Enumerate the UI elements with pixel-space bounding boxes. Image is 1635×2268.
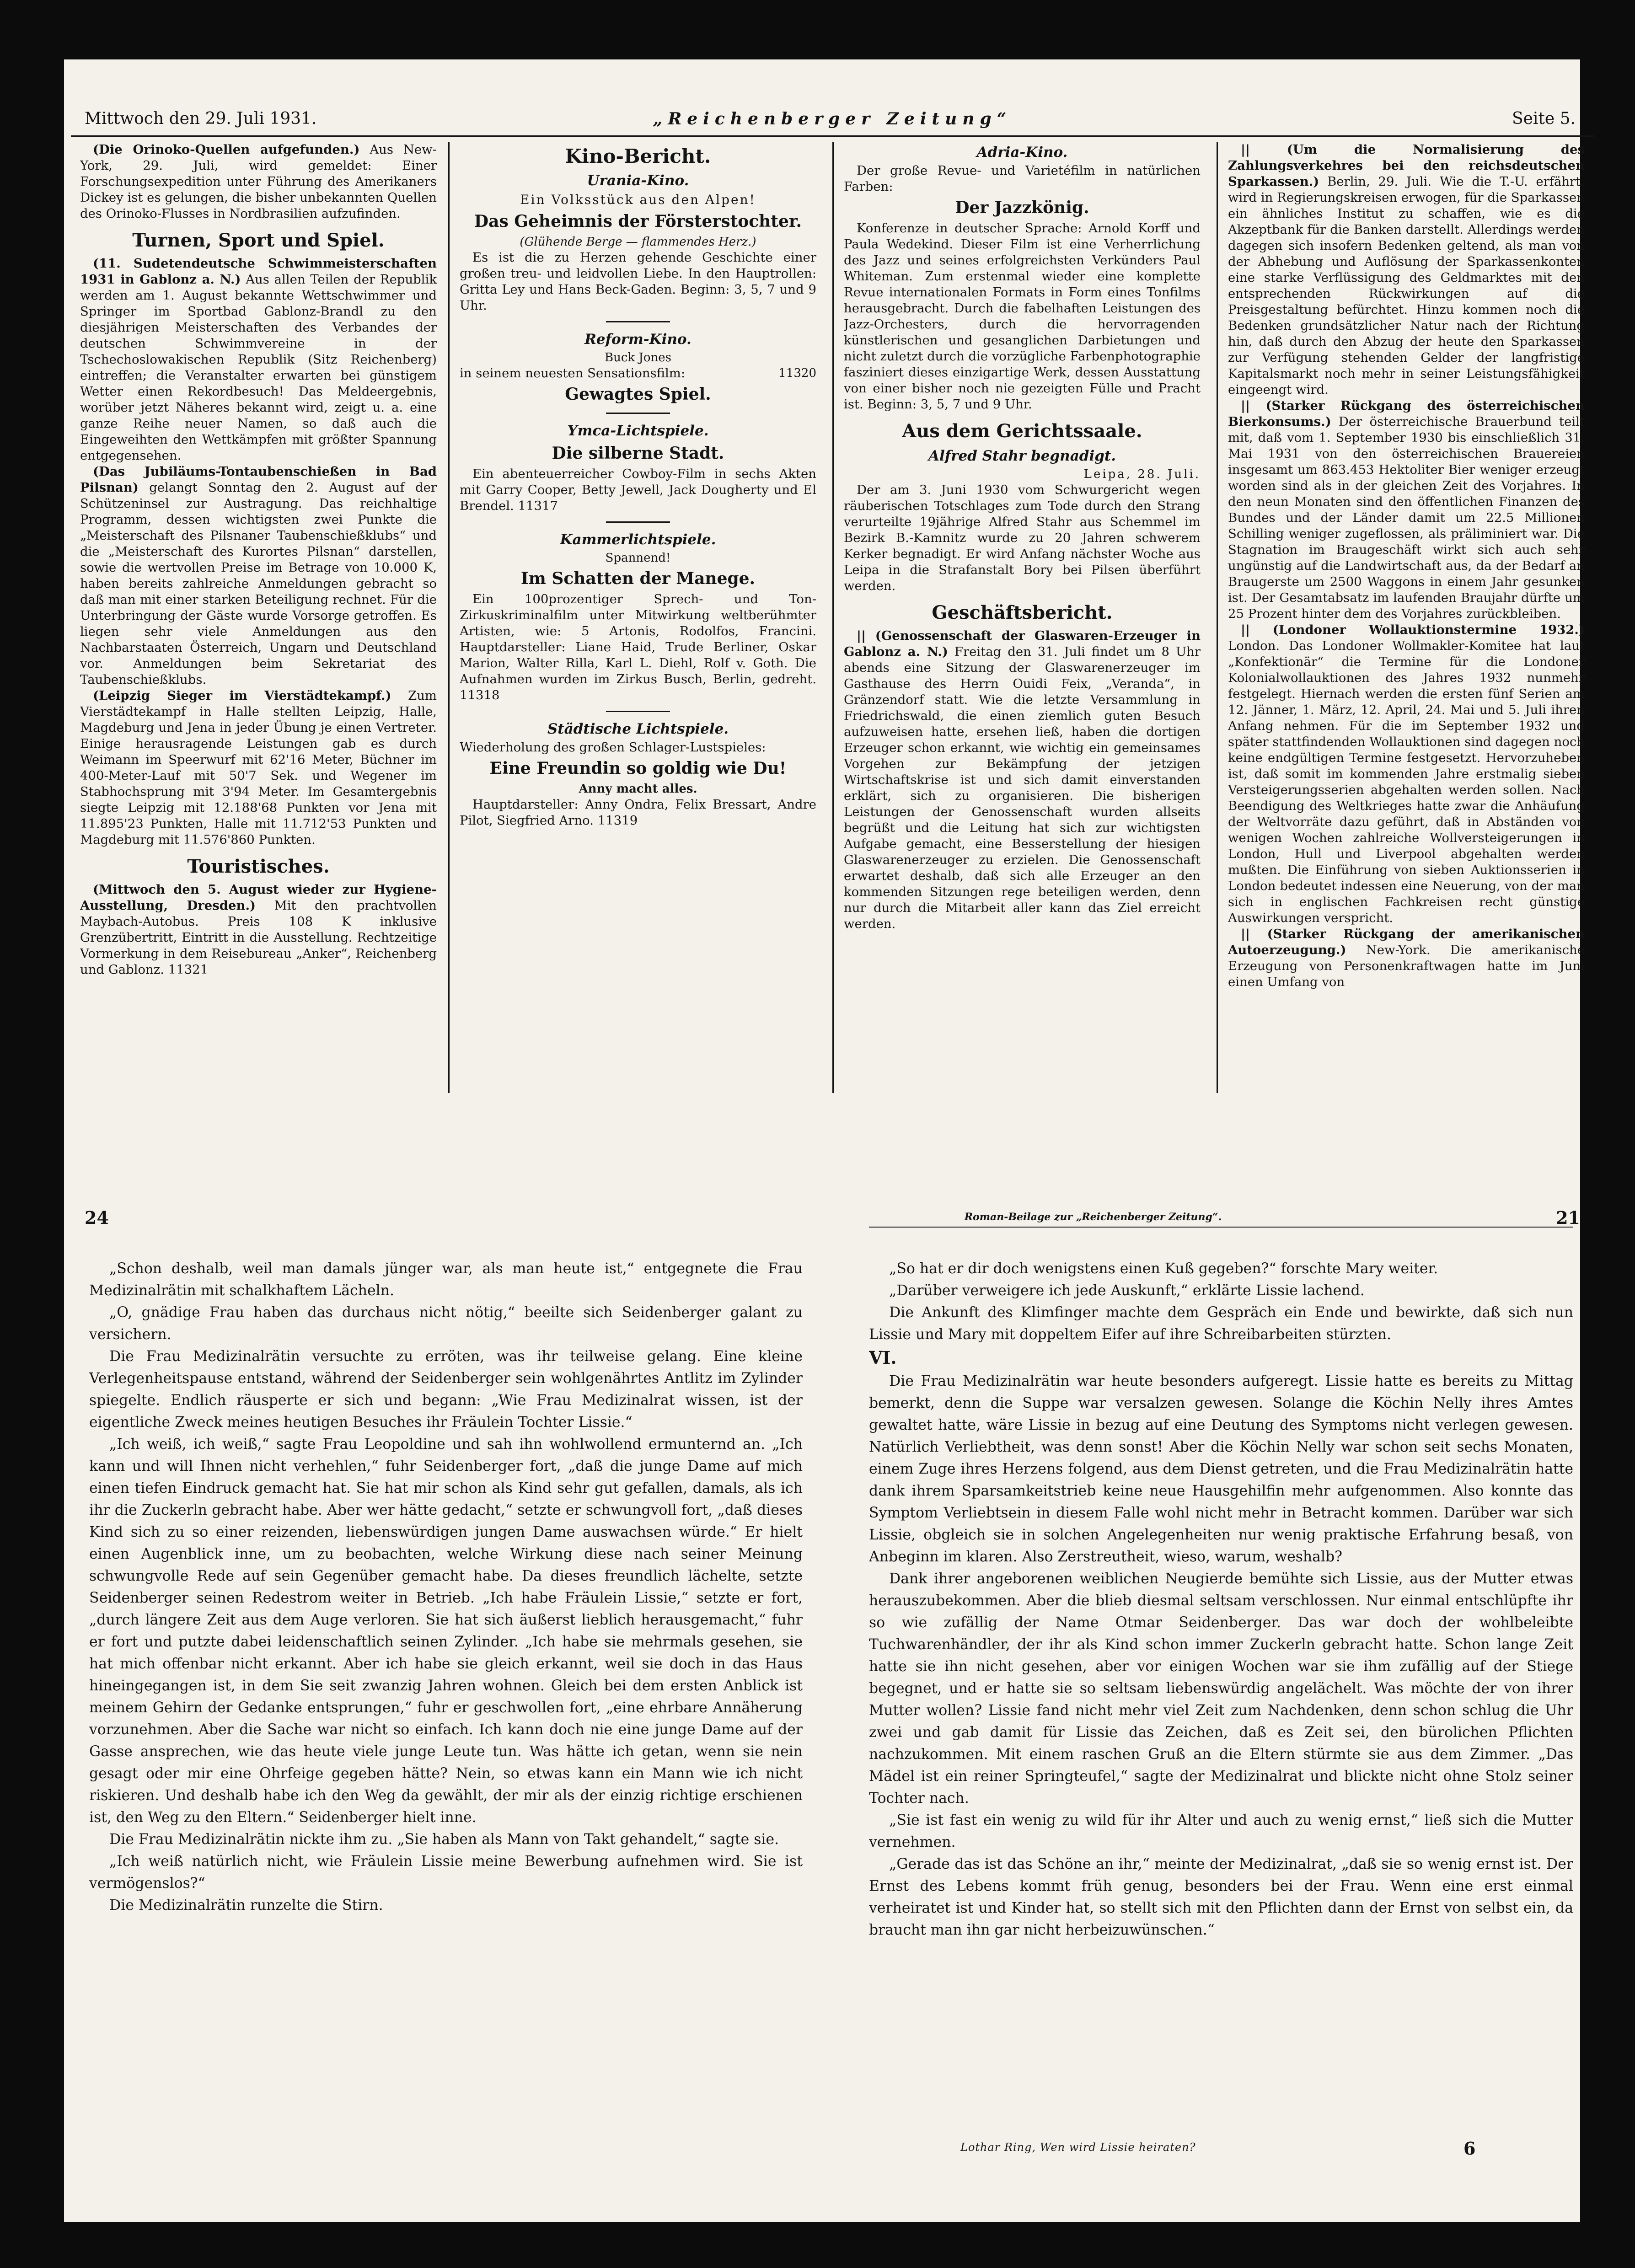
column-rule [1217, 142, 1218, 1093]
masthead-title: „Reichenberger Zeitung“ [653, 109, 1012, 129]
film-title: Der Jazzkönig. [955, 198, 1089, 217]
film-description: Der große Revue- und Varietéfilm in natürlichen Farben: [844, 163, 1201, 194]
novel-supplement [71, 1198, 1594, 2204]
article-glaswaren: || (Genossenschaft der Glaswaren-Erzeuger in Gablonz a. N.) Freitag den 31. Juli findet um 8 Uhr abends eine Sitzung der Glaswarenerzeuger im Gasthause des Herrn Ouidi Feix, „Veranda“, in Gränzendorf statt. Wie die letzte Versammlung in Friedrichswald, die einen ziemlich guten Besuch aufzuweisen hatte, ersehen ließ, haben die dortigen Erzeuger schon erkannt, wie wichtig ein gemeinsames Vorgehen zur Bekämpfung der jetzigen Wirtschaftskrise ist und sich damit einverstanden erklärt, sich zu organisieren. Die bisherigen Leistungen der Genossenschaft wurden allseits begrüßt und die Leitung hat sich zur wichtigsten Aufgabe gemacht, eine Besserstellung der hiesigen Glaswarenerzeuger zu erzielen. Die Genossenschaft erwartet deshalb, daß sich alle Erzeuger an den kommenden Sitzungen rege beteiligen werden, denn nur durch die Mitarbeit aller kann das Ziel erreicht werden. [844, 628, 1201, 931]
article-dateline: Leipa, 28. Juli. [1083, 467, 1201, 481]
page-number-left: 24 [85, 1207, 109, 1228]
film-description: Ein 100prozentiger Sprech- und Ton-Zirkuskriminalfilm unter Mitwirkung weltberühmter Artisten, wie: 5 Artonis, Rodolfos, Francini. Hauptdarsteller: Liane Haid, Trude Berliner, Oskar Marion, Walter Rilla, Karl L. Diehl, Rolf v. Goth. Die Aufnahmen wurden im Zirkus Busch, Berlin, gedreht. 11318 [460, 592, 816, 702]
article-autoerzeugung: || (Starker Rückgang der amerikanischen Autoerzeugung.) New-York. Die amerikanische Erzeugung von Personenkraftwagen hatte im Juni einen Umfang von [1228, 927, 1585, 989]
running-head-rule [869, 1227, 1573, 1228]
cinema-name: Kammerlichtspiele. [560, 531, 716, 548]
film-description: Ein abenteuerreicher Cowboy-Film in sechs Akten mit Garry Cooper, Betty Jewell, Jack Dougherty und El Brendel. 11317 [460, 466, 816, 513]
novel-paragraph: Die Medizinalrätin runzelte die Stirn. [109, 1897, 383, 1914]
column-2 [460, 142, 816, 1093]
novel-paragraph: „Ich weiß, ich weiß,“ sagte Frau Leopoldine und sah ihn wohlwollend ermunternd an. „Ich kann und will Ihnen nicht verhehlen,“ fuhr Seidenberger fort, „daß die junge Dame auf mich einen tiefen Eindruck gemacht hat. Sie hat mir schon als Kind sehr gut gefallen, damals, als ich ihr die Zuckerln gebracht habe. Aber wer hätte gedacht,“ setzte er schwungvoll fort, „daß dieses Kind sich zu so einer reizenden, liebenswürdigen jungen Dame auswachsen würde.“ Er hielt einen Augenblick inne, um zu beobachten, welche Wirkung diese nach seiner Meinung schwungvolle Rede auf sein Gegenüber gemacht habe. Da dieses freundlich lächelte, setzte Seidenberger seinen Redestrom weiter in Betrieb. „Ich habe Fräulein Lissie,“ setzte er fort, „durch längere Zeit aus dem Auge verloren. Sie hat sich äußerst lieblich herausgemacht,“ fuhr er fort und putzte dabei leidenschaftlich seinen Zylinder. „Ich habe sie mehrmals gesehen, sie hat mich offenbar nicht erkannt. Aber ich habe sie gleich erkannt, weil sie doch in das Haus hineingegangen ist, in dem Sie seit zwanzig Jahren wohnen. Gleich bei dem ersten Anblick ist meinem Gehirn der Gedanke entsprungen,“ fuhr er geschwollen fort, „eine ehrbare Annäherung vorzunehmen. Aber die Sache war nicht so einfach. Ich kann doch nie eine junge Dame auf der Gasse ansprechen, wie das heute viele junge Leute tun. Was hätte ich getan, wenn sie nein gesagt oder mir eine Ohrfeige gegeben hätte? Nein, so etwas kann ein Mann wie ich nicht riskieren. Und deshalb habe ich den Weg da gewählt, der mir als der einzig richtige erschienen ist, den Weg zu den Eltern.“ Seidenberger hielt inne. [89, 1436, 803, 1826]
film-subtitle: Anny macht alles. [579, 782, 697, 796]
novel-paragraph: Die Frau Medizinalrätin war heute besonders aufgeregt. Lissie hatte es bereits zu Mittag bemerkt, denn die Suppe war versalzen gewesen. Solange die Köchin Nelly ihres Amtes gewaltet hatte, wäre Lissie in bezug auf eine Deutung des Symptoms nicht verlegen gewesen. Natürlich Verliebtheit, was denn sonst! Aber die Köchin Nelly war schon seit sechs Monaten, einem Zuge ihres Herzens folgend, aus dem Dienst getreten, und die Frau Medizinalrätin hatte dank ihrem Sparsamkeitstrieb keine neue Hausgehilfin mehr aufgenommen. Also konnte das Symptom Verliebtsein in diesem Falle wohl nicht mehr in Betracht kommen. Darüber war sich Lissie, obgleich sie in solchen Angelegenheiten nur wenig praktische Erfahrung besaß, von Anbeginn im klaren. Also Zerstreutheit, wieso, warum, weshalb? [869, 1373, 1573, 1565]
article-bierkonsum: || (Starker Rückgang des österreichischen Bierkonsums.) Der österreichische Brauerbund teilt mit, daß vom 1. September 1930 bis einschließlich 31. Mai 1931 von den österreichischen Brauereien insgesamt um 863.453 Hektoliter Bier weniger erzeugt worden sind als in der gleichen Zeit des Vorjahres. In den neun Monaten sind den öffentlichen Finanzen des Bundes und der Länder damit um 22.5 Millionen Schilling weniger zugeflossen, als präliminiert war. Die Stagnation im Braugeschäft wirkt sich auch sehr ungünstig auf die Landwirtschaft aus, da der Bedarf an Braugerste um 2500 Waggons in einem Jahr gesunken ist. Der Gesamtabsatz im laufenden Braujahr dürfte um 25 Prozent hinter dem des Vorjahres zurückbleiben. [1228, 398, 1585, 621]
article-vierstaedtekampf: (Leipzig Sieger im Vierstädtekampf.) Zum Vierstädtekampf in Halle stellten Leipzig, Halle, Magdeburg und Jena in jeder Übung je einen Vertreter. Einige herausragende Leistungen gab es durch Weimann im Speerwurf mit 62'16 Meter, Büchner im 400-Meter-Lauf mit 50'7 Sek. und Wegener im Stabhochsprung mit 3'94 Meter. Im Gesamtergebnis siegte Leipzig mit 12.188'68 Punkten vor Jena mit 11.895'23 Punkten, Halle mit 11.712'53 Punkten und Magdeburg mit 11.576'860 Punkten. [80, 688, 437, 847]
article-wollauktion: || (Londoner Wollauktionstermine 1932.) London. Das Londoner Wollmakler-Komitee hat laut „Konfektionär“ die Termine für die Londoner Kolonialwollauktionen des Jahres 1932 nunmehr festgelegt. Hiernach werden die ersten fünf Serien am 12. Jänner, 1. März, 12. April, 24. Mai und 5. Juli ihren Anfang nehmen. Für die im September 1932 und später stattfindenden Wollauktionen sind dagegen noch keine endgültigen Termine festgesetzt. Hervorzuheben ist, daß somit im kommenden Jahre erstmalig sieben Versteigerungsserien abgehalten werden sollen. Nach Beendigung des Weltkrieges hatte zwar die Anhäufung der Weltvorräte dazu geführt, daß in Abständen von wenigen Wochen zahlreiche Wollversteigerungen in London, Hull und Liverpool abgehalten werden mußten. Die Einführung von sieben Auktionsserien in London bedeutet indessen eine Neuerung, von der man sich in englischen Fachkreisen recht günstige Auswirkungen verspricht. [1228, 622, 1585, 925]
film-cast: Hauptdarsteller: Anny Ondra, Felix Bressart, Andre Pilot, Siegfried Arno. 11319 [460, 797, 816, 828]
film-subtitle: (Glühende Berge — flammendes Herz.) [520, 235, 756, 249]
film-description: Wiederholung des großen Schlager-Lustspieles: [460, 740, 766, 755]
separator [606, 521, 670, 523]
signature-number: 6 [1463, 2138, 1476, 2159]
section-heading-geschaeft: Geschäftsbericht. [932, 602, 1113, 623]
film-description: in seinem neuesten Sensationsfilm: 11320 [460, 366, 816, 381]
film-description: Es ist die zu Herzen gehende Geschichte einer großen treu- und leidvollen Liebe. In den Hauptrollen: Gritta Ley und Hans Beck-Gaden. Beginn: 3, 5, 7 und 9 Uhr. [460, 250, 816, 313]
novel-paragraph: „Darüber verweigere ich jede Auskunft,“ erklärte Lissie lachend. [889, 1282, 1365, 1299]
film-star: Buck Jones [605, 351, 671, 365]
footer-signature: Lothar Ring, Wen wird Lissie heiraten? [960, 2141, 1196, 2154]
cinema-tagline: Ein Volksstück aus den Alpen! [520, 192, 756, 207]
novel-paragraph: „Ich weiß natürlich nicht, wie Fräulein Lissie meine Bewerbung aufnehmen wird. Sie ist vermögenslos?“ [89, 1853, 803, 1892]
masthead-rule [71, 135, 1594, 137]
article-orinoko: (Die Orinoko-Quellen aufgefunden.) Aus New-York, 29. Juli, wird gemeldet: Einer Forschungsexpedition unter Führung des Amerikaners Dickey ist es gelungen, die bisher unbekannten Quellen des Orinoko-Flusses in Nordbrasilien aufzufinden. [80, 142, 437, 221]
novel-paragraph: Dank ihrer angeborenen weiblichen Neugierde bemühte sich Lissie, aus der Mutter etwas herauszubekommen. Aber die blieb diesmal seltsam verschlossen. Nur einmal entschlüpfte ihr so wie zufällig der Name Otmar Seidenberger. Das war doch der wohlbeleibte Tuchwarenhändler, der ihr als Kind schon immer Zuckerln gebracht hatte. Schon lange Zeit hatte sie ihn nicht gesehen, aber vor einigen Wochen war sie ihm zufällig auf der Stiege begegnet, und er hatte sie so seltsam liebenswürdig angelächelt. Was möchte der von ihrer Mutter wollen? Lissie fand nicht mehr viel Zeit zum Nachdenken, denn schon schlug die Uhr zwei und gab damit für Lissie das Zeichen, daß es Zeit sei, den bürolichen Pflichten nachzukommen. Mit einem raschen Gruß an die Eltern stürmte sie aus dem Zimmer. „Das Mädel ist ein reiner Springteufel,“ sagte der Medizinalrat und blickte nicht ohne Stolz seiner Tochter nach. [869, 1571, 1573, 1807]
novel-paragraph: „Gerade das ist das Schöne an ihr,“ meinte der Medizinalrat, „daß sie so wenig ernst ist. Der Ernst des Lebens kommt früh genug, besonders bei der Frau. Wenn eine erst einmal verheiratet ist und Kinder hat, so stellt sich mit den Pflichten dann der Ernst von selbst ein, da braucht man ihn gar nicht herbeizuwünschen.“ [869, 1856, 1573, 1938]
novel-paragraph: „O, gnädige Frau haben das durchaus nicht nötig,“ beeilte sich Seidenberger galant zu versichern. [89, 1304, 803, 1343]
novel-paragraph: Die Ankunft des Klimfinger machte dem Gespräch ein Ende und bewirkte, daß sich nun Lissie und Mary mit doppeltem Eifer auf ihre Schreibarbeiten stürzten. [869, 1304, 1573, 1343]
section-heading-touristisches: Touristisches. [187, 856, 330, 877]
section-heading-sport: Turnen, Sport und Spiel. [132, 230, 385, 251]
film-title: Das Geheimnis der Försterstochter. [474, 212, 802, 231]
cinema-name: Ymca-Lichtspiele. [567, 423, 709, 439]
newspaper-page [71, 105, 1594, 1098]
column-4 [1228, 142, 1585, 1093]
separator [606, 711, 670, 712]
film-title: Die silberne Stadt. [552, 444, 724, 463]
scan-border-bottom [0, 2222, 1635, 2268]
novel-paragraph: „So hat er dir doch wenigstens einen Kuß gegeben?“ forschte Mary weiter. [889, 1260, 1438, 1277]
cinema-name: Urania-Kino. [587, 172, 689, 189]
section-heading-kino: Kino-Bericht. [565, 145, 711, 167]
separator [606, 321, 670, 322]
article-hygiene-ausstellung: (Mittwoch den 5. August wieder zur Hygiene-Ausstellung, Dresden.) Mit den prachtvollen Maybach-Autobus. Preis 108 K inklusive Grenzübertritt, Eintritt in die Ausstellung. Rechtzeitige Vormerkung in dem Reisebureau „Anker“, Reichenberg und Gablonz. 11321 [80, 882, 437, 977]
novel-paragraph: Die Frau Medizinalrätin versuchte zu erröten, was ihr teilweise gelang. Eine kleine Verlegenheitspause entstand, während der Seidenberger sein wohlgenährtes Antlitz im Zylinder spiegelte. Endlich räusperte er sich und begann: „Wie Frau Medizinalrat wissen, ist der eigentliche Zweck meines heutigen Besuches ihr Fräulein Tochter Lissie.“ [89, 1348, 803, 1431]
masthead-page-number: Seite 5. [1512, 109, 1576, 128]
cinema-name: Reform-Kino. [584, 331, 692, 348]
article-headline: Alfred Stahr begnadigt. [928, 448, 1116, 464]
cinema-name: Adria-Kino. [976, 144, 1068, 161]
article-stahr: Der am 3. Juni 1930 vom Schwurgericht wegen räuberischen Totschlages zum Tode durch den Strang verurteilte 19jährige Alfred Stahr aus Schemmel im Bezirk B.-Kamnitz wurde zu 20 Jahren schwerem Kerker begnadigt. Er wird Anfang nächster Woche aus Leipa in die Strafanstalt Bory bei Pilsen überführt werden. [844, 483, 1201, 593]
novel-column-right [869, 1258, 1573, 2113]
column-3 [844, 142, 1201, 1093]
novel-paragraph: „Sie ist fast ein wenig zu wild für ihr Alter und auch zu wenig ernst,“ ließ sich die Mutter vernehmen. [869, 1812, 1573, 1850]
masthead [71, 105, 1594, 133]
separator [606, 413, 670, 414]
film-title: Im Schatten der Manege. [520, 569, 756, 588]
article-sparkassen: || (Um die Normalisierung des Zahlungsverkehres bei den reichsdeutschen Sparkassen.) Berlin, 29. Juli. Wie die T.-U. erfährt, wird in Regierungskreisen erwogen, für die Sparkassen ein ähnliches Institut zu schaffen, wie es die Akzeptbank für die Banken darstellt. Allerdings werden dagegen sich insofern Bedenken geltend, als man von der Abhebung und Auflösung der Sparkassenkonten eine starke Verflüssigung des Geldmarktes mit den entsprechenden Rückwirkungen auf die Preisgestaltung befürchtet. Hinzu kommen noch die Bedenken grundsätzlicher Natur nach der Richtung hin, daß durch den Abzug der heute den Sparkassen zur Verfügung stehenden Gelder der langfristige Kapitalsmarkt noch mehr in seiner Leistungsfähigkeit eingeengt wird. [1228, 142, 1585, 397]
article-schwimmeisterschaften: (11. Sudetendeutsche Schwimmeisterschaften 1931 in Gablonz a. N.) Aus allen Teilen der Republik werden am 1. August bekannte Wettschwimmer und Springer im Sportbad Gablonz-Brandl zu den diesjährigen Meisterschaften des Verbandes der deutschen Schwimmvereine in der Tschechoslowakischen Republik (Sitz Reichenberg) eintreffen; die Veranstalter erwarten bei günstigem Wetter einen Rekordbesuch! Das Meldeergebnis, worüber jetzt Näheres bekannt wird, zeigt u. a. eine ganze Reihe neuer Namen, so daß auch die Eingeweihten den Wettkämpfen mit größter Spannung entgegensehen. [80, 256, 437, 463]
film-description: Konferenze in deutscher Sprache: Arnold Korff und Paula Wedekind. Dieser Film ist eine Verherrlichung des Jazz und seines erfolgreichsten Verkünders Paul Whiteman. Zum erstenmal wieder eine komplette Revue internationalen Formats in Form eines Tonfilms herausgebracht. Durch die fabelhaften Leistungen des Jazz-Orchesters, durch die hervorragenden künstlerischen und gesanglichen Darbietungen und nicht zuletzt durch die vorzügliche Farbenphotographie fasziniert dieses einzigartige Werk, dessen Ausstattung von einer bisher noch nie gezeigten Fülle und Pracht ist. Beginn: 3, 5, 7 und 9 Uhr. [844, 221, 1201, 412]
section-heading-gericht: Aus dem Gerichtssaale. [902, 420, 1142, 442]
scan-border-top [0, 0, 1635, 59]
column-1 [80, 142, 437, 1093]
novel-paragraph: „Schon deshalb, weil man damals jünger war, als man heute ist,“ entgegnete die Frau Medizinalrätin mit schalkhaftem Lächeln. [89, 1260, 803, 1299]
column-rule [832, 142, 834, 1093]
running-head: Roman-Beilage zur „Reichenberger Zeitung“. [964, 1211, 1222, 1223]
page-number-right: 21 [1556, 1207, 1580, 1228]
novel-column-left [89, 1258, 803, 2113]
cinema-name: Städtische Lichtspiele. [547, 721, 729, 737]
chapter-heading: VI. [869, 1347, 897, 1368]
film-title: Eine Freundin so goldig wie Du! [489, 759, 787, 778]
scan-border-left [0, 0, 64, 2268]
masthead-date: Mittwoch den 29. Juli 1931. [85, 109, 317, 128]
film-title: Gewagtes Spiel. [565, 385, 711, 404]
film-tagline: Spannend! [605, 551, 671, 565]
article-tontaubenschiessen: (Das Jubiläums-Tontaubenschießen in Bad Pilsnan) gelangt Sonntag den 2. August auf der Schützeninsel zur Austragung. Das reichhaltige Programm, dessen wichtigsten zwei Punkte die „Meisterschaft des Pilsnaner Taubenschießklubs“ und die „Meisterschaft des Kurortes Pilsnan“ darstellen, sowie die wertvollen Preise im Betrage von 10.000 K, haben bereits zahlreiche Anmeldungen gebracht so daß man mit einer starken Beteiligung rechnet. Für die Unterbringung der Gäste wurde Vorsorge getroffen. Es liegen sehr viele Anmeldungen aus den Nachbarstaaten Österreich, Ungarn und Deutschland vor. Anmeldungen beim Sekretariat des Taubenschießklubs. [80, 464, 437, 687]
novel-paragraph: Die Frau Medizinalrätin nickte ihm zu. „Sie haben als Mann von Takt gehandelt,“ sagte sie. [109, 1831, 779, 1848]
column-rule [448, 142, 450, 1093]
